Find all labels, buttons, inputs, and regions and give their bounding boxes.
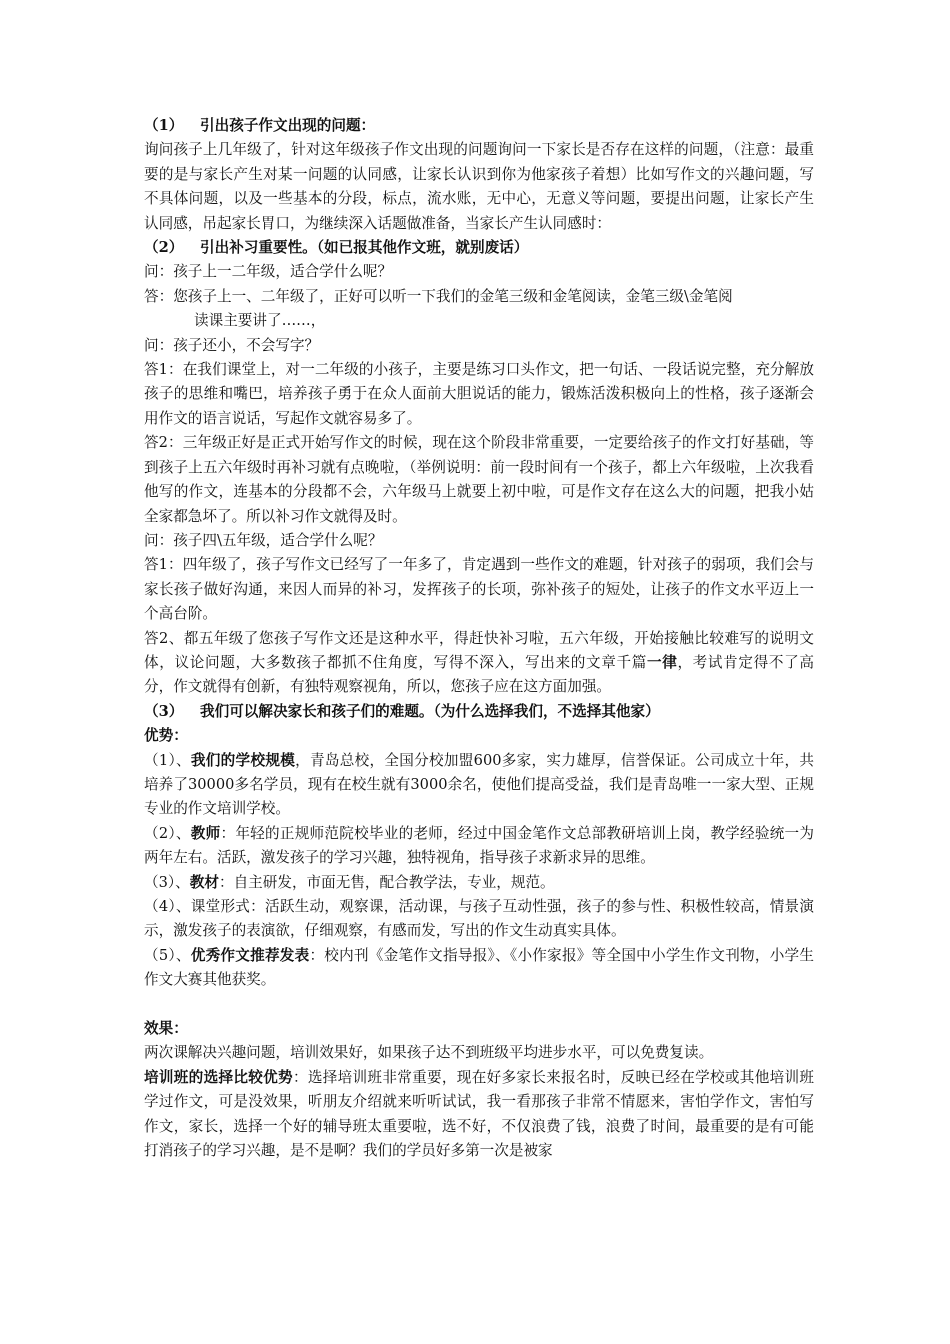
advantage-2 (144, 822, 814, 871)
advantage-1-text: ，青岛总校，全国分校加盟600多家，实力雄厚，信誉保证。公司成立十年，共培养了30000多名学员，现有在校生就有3000余名，使他们提高受益，我们是青岛唯一一家大型、正规专业的作文培训学校。 (144, 751, 814, 818)
advantage-3 (144, 871, 814, 895)
section-2-title: 引出补习重要性。（如已报其他作文班，就别废话） (200, 239, 529, 257)
answer-2-1: 答1：在我们课堂上，对一二年级的小孩子，主要是练习口头作文，把一句话、一段话说完整，充分解放孩子的思维和嘴巴，培养孩子勇于在众人面前大胆说话的能力，锻炼活泼积极向上的性格，孩子逐渐会用作文的语言说话，写起作文就容易多了。 (144, 361, 814, 427)
question-2: 问：孩子还小，不会写字？ (144, 336, 320, 354)
effect-body: 两次课解决兴趣问题，培训效果好，如果孩子达不到班级平均进步水平，可以免费复读。 (144, 1044, 714, 1062)
advantage-3-title: 教材 (189, 873, 219, 891)
effect-label: 效果： (144, 1020, 188, 1038)
section-3-heading (144, 700, 814, 724)
advantage-2-text: ：年轻的正规师范院校毕业的老师，经过中国金笔作文总部教研培训上岗，教学经验统一为两年左右。活跃，激发孩子的学习兴趣，独特视角，指导孩子求新求异的思维。 (144, 824, 814, 867)
advantage-5-number: （5）、 (144, 946, 191, 964)
answer-3-1: 答1：四年级了，孩子写作文已经写了一年多了，肯定遇到一些作文的难题，针对孩子的弱项，我们会与家长孩子做好沟通，来因人而异的补习，发挥孩子的长项，弥补孩子的短处，让孩子的作文水平迈上一个高台阶。 (144, 556, 814, 623)
advantage-1-number: （1）、 (144, 751, 191, 769)
section-3-number: （3） (144, 702, 184, 720)
section-1-heading (144, 114, 814, 138)
advantage-5-title: 优秀作文推荐发表 (190, 946, 310, 964)
advantage-4: （4）、课堂形式：活跃生动，观察课，活动课，与孩子互动性强，孩子的参与性、积极性较高，情景演示，激发孩子的表演欲，仔细观察，有感而发，写出的作文生动真实具体。 (144, 898, 814, 940)
advantage-2-title: 教师 (190, 824, 221, 842)
answer-2-2: 答2：三年级正好是正式开始写作文的时候，现在这个阶段非常重要，一定要给孩子的作文打好基础，等到孩子上五六年级时再补习就有点晚啦，（举例说明：前一段时间有一个孩子，都上六年级啦，上次我看他写的作文，连基本的分段都不会，六年级马上就要上初中啦，可是作文存在这么大的问题，把我小姑全家都急坏了。所以补习作文就得及时。 (144, 434, 814, 525)
question-1: 问：孩子上一二年级，适合学什么呢？ (144, 263, 393, 281)
section-2-heading (144, 236, 814, 260)
advantage-5-text: ：校内刊《金笔作文指导报》、《小作家报》等全国中小学生作文刊物，小学生作文大赛其他获奖。 (144, 946, 814, 989)
question-3: 问：孩子四\五年级，适合学什么呢？ (144, 531, 383, 549)
compare-paragraph (144, 1066, 814, 1164)
answer-3-2-end: ，考试肯定得不了高分，作文就得有创新，有独特观察视角，所以，您孩子应在这方面加强。 (144, 653, 814, 696)
section-1-title: 引出孩子作文出现的问题： (200, 117, 376, 134)
section-1-body: 询问孩子上几年级了，针对这年级孩子作文出现的问题询问一下家长是否存在这样的问题，（注意：最重要的是与家长产生对某一问题的认同感，让家长认识到你为他家孩子着想）比如写作文的兴趣问题，写不具体问题，以及一些基本的分段，标点，流水账，无中心，无意义等问题，要提出问题，让家长产生认同感，吊起家长胃口，为继续深入话题做准备，当家长产生认同感时： (144, 141, 814, 232)
advantage-2-number: （2）、 (144, 824, 191, 842)
answer-1-line-1: 答：您孩子上一、二年级了，正好可以听一下我们的金笔三级和金笔阅读，金笔三级\金笔阅 (144, 287, 733, 305)
blank-line (144, 993, 814, 1017)
section-3-title: 我们可以解决家长和孩子们的难题。（为什么选择我们，不选择其他家） (200, 702, 660, 720)
document-page (144, 114, 814, 1163)
advantages-label: 优势： (144, 727, 188, 745)
section-1-number: （1） (144, 117, 184, 134)
advantage-3-text: ：自主研发，市面无售，配合教学法，专业，规范。 (218, 873, 555, 891)
answer-3-2-bold: 一律 (646, 653, 678, 671)
advantage-1 (144, 749, 814, 822)
answer-1-line-2: 读课主要讲了……， (194, 312, 326, 330)
compare-text: ：选择培训班非常重要，现在好多家长来报名时，反映已经在学校或其他培训班学过作文，可是没效果，听朋友介绍就来听听试试，我一看那孩子非常不情愿来，害怕学作文，害怕写作文，家长，选择一个好的辅导班太重要啦，选不好，不仅浪费了钱，浪费了时间，最重要的是有可能打消孩子的学习兴趣，是不是啊？我们的学员好多第一次是被家 (144, 1068, 814, 1160)
section-2-number: （2） (144, 239, 184, 257)
answer-3-2-text: 答2、都五年级了您孩子写作文还是这种水平，得赶快补习啦，五六年级，开始接触比较难写的说明文体，议论问题，大多数孩子都抓不住角度，写得不深入，写出来的文章千篇 (144, 629, 814, 671)
compare-title: 培训班的选择比较优势 (144, 1068, 293, 1086)
advantage-1-title: 我们的学校规模 (190, 751, 296, 769)
answer-3-2 (144, 627, 814, 700)
advantage-3-number: （3）、 (144, 873, 190, 891)
advantage-5 (144, 944, 814, 993)
